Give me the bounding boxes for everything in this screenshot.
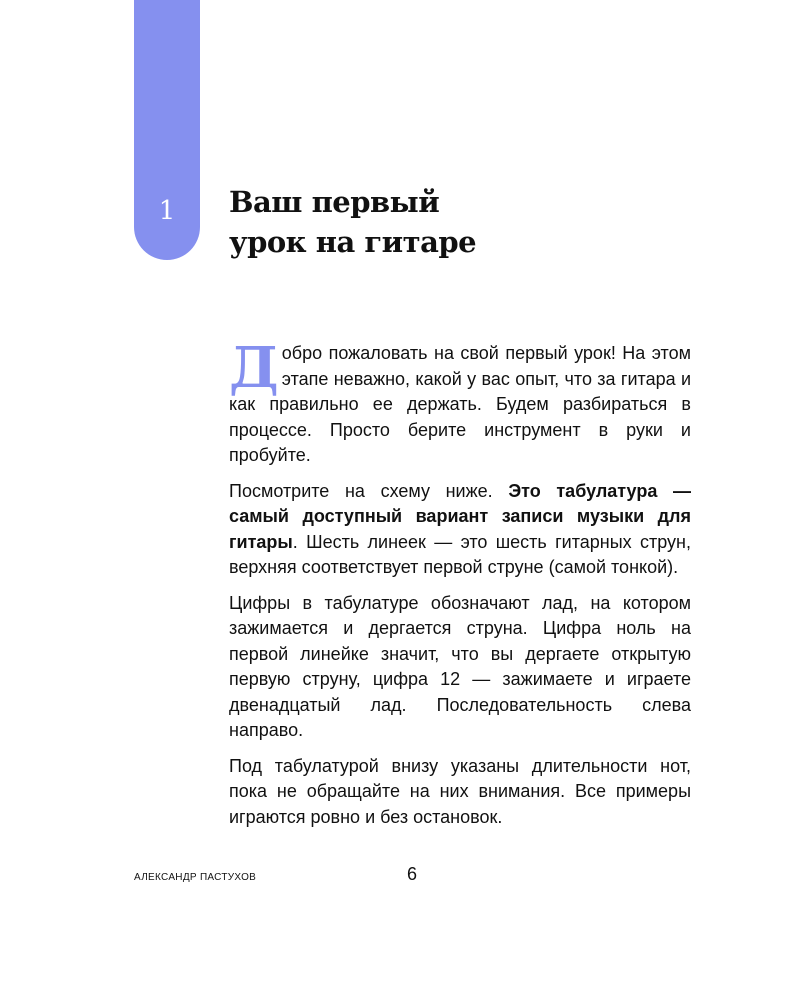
paragraph-1-text: обро пожаловать на свой первый урок! На этом этапе неважно, какой у вас опыт, что за гитара и как правильно ее держать. Будем разбираться в процессе. Просто берите инструмент в руки и пробуйте. [229, 343, 691, 465]
chapter-title [229, 182, 476, 262]
paragraph-3: Цифры в табулатуре обозначают лад, на котором зажимается и дергается струна. Цифра ноль на первой линейке значит, что вы дергаете открытую первую струну, цифра 12 — зажимаете и играете двенадцатый лад. Последовательность слева направо. [229, 592, 691, 740]
paragraph-2 [229, 479, 691, 581]
chapter-number: 1 [158, 196, 176, 226]
paragraph-2-rest: . Шесть линеек — это шесть гитарных струн, верхняя соответствует первой струне (самой тонкой). [229, 531, 691, 577]
paragraph-1 [229, 335, 691, 469]
chapter-tab [134, 0, 200, 260]
footer-author: АЛЕКСАНДР ПАСТУХОВ [134, 872, 257, 883]
chapter-title-line-2: урок на гитаре [229, 225, 477, 259]
paragraph-2-intro: Посмотрите на схему ниже. [229, 480, 509, 501]
body-text [229, 335, 691, 840]
page-number: 6 [406, 864, 417, 884]
paragraph-2-bold: Это табулатура — самый доступный вариант записи музыки для гитары [229, 480, 691, 552]
chapter-title-line-1: Ваш первый [229, 185, 440, 219]
drop-cap: Д [229, 335, 279, 401]
paragraph-4: Под табулатурой внизу указаны длительности нот, пока не обращайте на них внимания. Все примеры играются ровно и без остановок. [229, 755, 691, 827]
